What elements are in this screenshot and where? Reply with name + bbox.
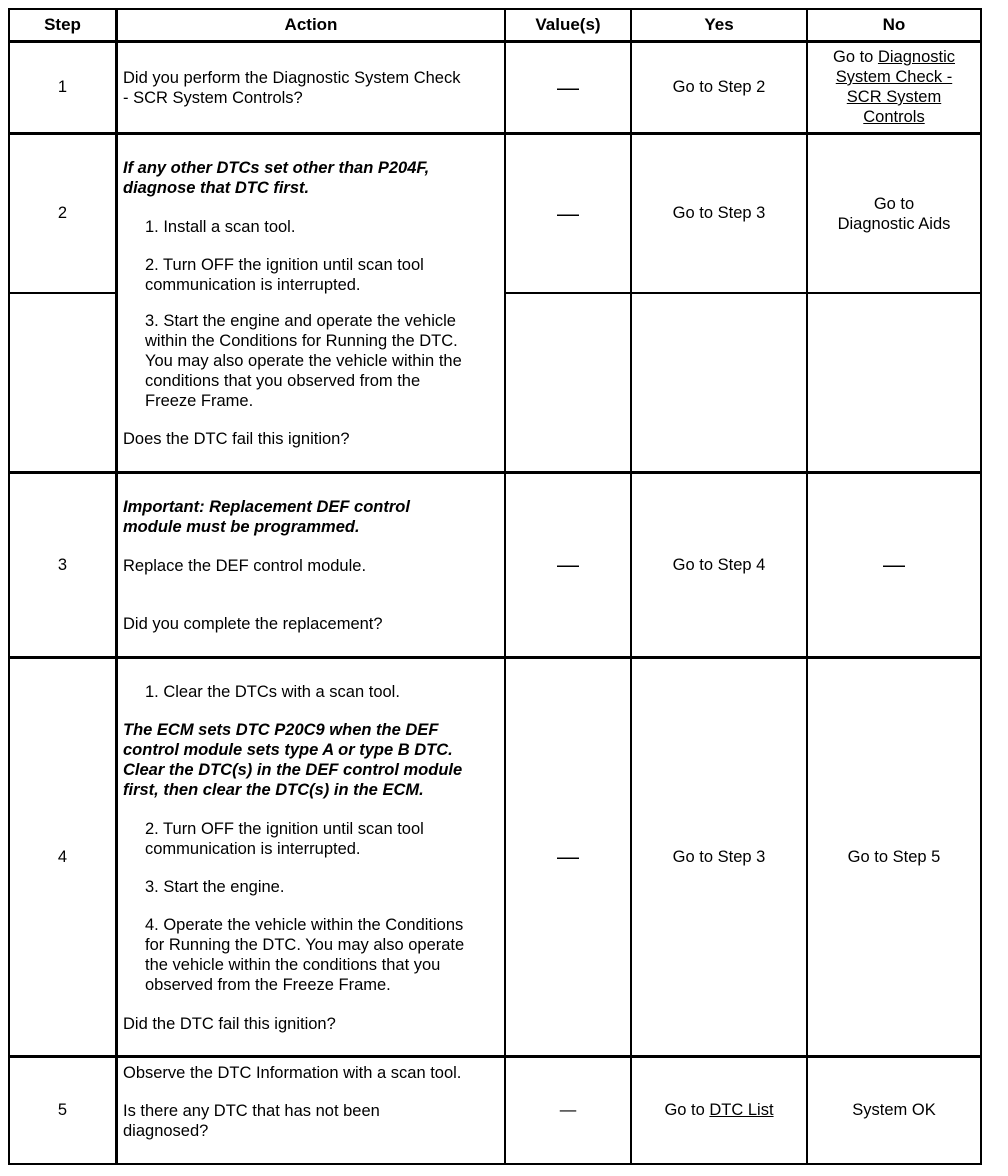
step-instruction: 2. Turn OFF the ignition until scan tool: [145, 820, 424, 838]
header-values: Value(s): [535, 15, 601, 34]
step-number: 3: [57, 555, 68, 574]
question-text: Does the DTC fail this ignition?: [123, 430, 350, 448]
yes-prefix: Go to: [664, 1101, 705, 1119]
question-text: Did the DTC fail this ignition?: [123, 1015, 336, 1033]
step-instruction: observed from the Freeze Frame.: [145, 976, 391, 994]
header-step: Step: [44, 15, 81, 34]
step-instruction: Freeze Frame.: [145, 392, 254, 410]
yes-cell: Go to Step 3: [672, 204, 766, 222]
step-instruction: within the Conditions for Running the DTC.: [145, 332, 458, 350]
step-instruction: for Running the DTC. You may also operate: [145, 936, 465, 954]
grid-line: [980, 8, 982, 1165]
step-instruction: communication is interrupted.: [145, 276, 361, 294]
grid-line: [8, 292, 116, 294]
action-text: Did you perform the Diagnostic System Check: [123, 69, 461, 87]
no-cell: —: [883, 552, 905, 577]
note-text: first, then clear the DTC(s) in the ECM.: [123, 781, 424, 799]
note-text: Important: Replacement DEF control: [123, 498, 410, 516]
step-instruction: 3. Start the engine and operate the vehicle: [145, 312, 456, 330]
yes-cell: Go to Step 4: [672, 555, 766, 574]
step-instruction: 3. Start the engine.: [145, 878, 285, 896]
grid-line: [115, 8, 118, 1165]
yes-cell: Go to Step 3: [672, 847, 766, 866]
diagnostic-system-check-link[interactable]: Controls: [863, 108, 925, 126]
no-cell: [808, 135, 980, 292]
value-cell: —: [557, 74, 579, 100]
step-number: 1: [57, 78, 68, 96]
no-cell: Go to Step 5: [847, 847, 941, 866]
step-instruction: communication is interrupted.: [145, 840, 361, 858]
step-instruction: conditions that you observed from the: [145, 372, 421, 390]
no-line: Go to: [873, 194, 915, 213]
no-cell: [808, 47, 980, 131]
step-instruction: 1. Install a scan tool.: [145, 218, 296, 236]
grid-line: [8, 40, 982, 43]
note-text: The ECM sets DTC P20C9 when the DEF: [123, 721, 439, 739]
header-action: Action: [284, 15, 338, 34]
header-yes: Yes: [704, 15, 734, 34]
question-text: Did you complete the replacement?: [123, 615, 383, 633]
note-text: If any other DTCs set other than P204F,: [123, 159, 430, 177]
note-text: diagnose that DTC first.: [123, 179, 310, 197]
question-text: Is there any DTC that has not been: [123, 1102, 380, 1120]
step-instruction: 2. Turn OFF the ignition until scan tool: [145, 256, 424, 274]
header-no: No: [882, 15, 906, 34]
no-cell: System OK: [852, 1101, 936, 1119]
no-line: Diagnostic Aids: [837, 214, 951, 233]
action-text: - SCR System Controls?: [123, 89, 303, 107]
step-number: 4: [57, 847, 68, 866]
yes-cell: Go to Step 2: [672, 78, 766, 96]
value-cell: —: [557, 844, 579, 869]
no-prefix: Go to: [833, 48, 874, 66]
note-text: module must be programmed.: [123, 518, 360, 536]
value-cell: —: [559, 1101, 577, 1119]
step-instruction: the vehicle within the conditions that you: [145, 956, 441, 974]
grid-line: [8, 1163, 982, 1165]
instruction-text: Replace the DEF control module.: [123, 557, 367, 575]
note-text: Clear the DTC(s) in the DEF control module: [123, 761, 463, 779]
yes-cell: [632, 1058, 806, 1163]
step-number: 2: [57, 204, 68, 222]
grid-line: [504, 292, 982, 294]
step-instruction: You may also operate the vehicle within the: [145, 352, 462, 370]
instruction-text: Observe the DTC Information with a scan tool.: [123, 1064, 462, 1082]
step-instruction: 4. Operate the vehicle within the Conditions: [145, 916, 464, 934]
diagnostic-system-check-link[interactable]: Diagnostic: [877, 48, 955, 66]
value-cell: —: [557, 200, 579, 226]
step-number: 5: [57, 1101, 68, 1119]
question-text: diagnosed?: [123, 1122, 209, 1140]
note-text: control module sets type A or type B DTC.: [123, 741, 453, 759]
diagnostic-system-check-link[interactable]: SCR System: [846, 88, 942, 106]
step-instruction: 1. Clear the DTCs with a scan tool.: [145, 683, 400, 701]
value-cell: —: [557, 552, 579, 577]
dtc-list-link[interactable]: DTC List: [709, 1101, 774, 1119]
diagnostic-system-check-link[interactable]: System Check -: [835, 68, 953, 86]
